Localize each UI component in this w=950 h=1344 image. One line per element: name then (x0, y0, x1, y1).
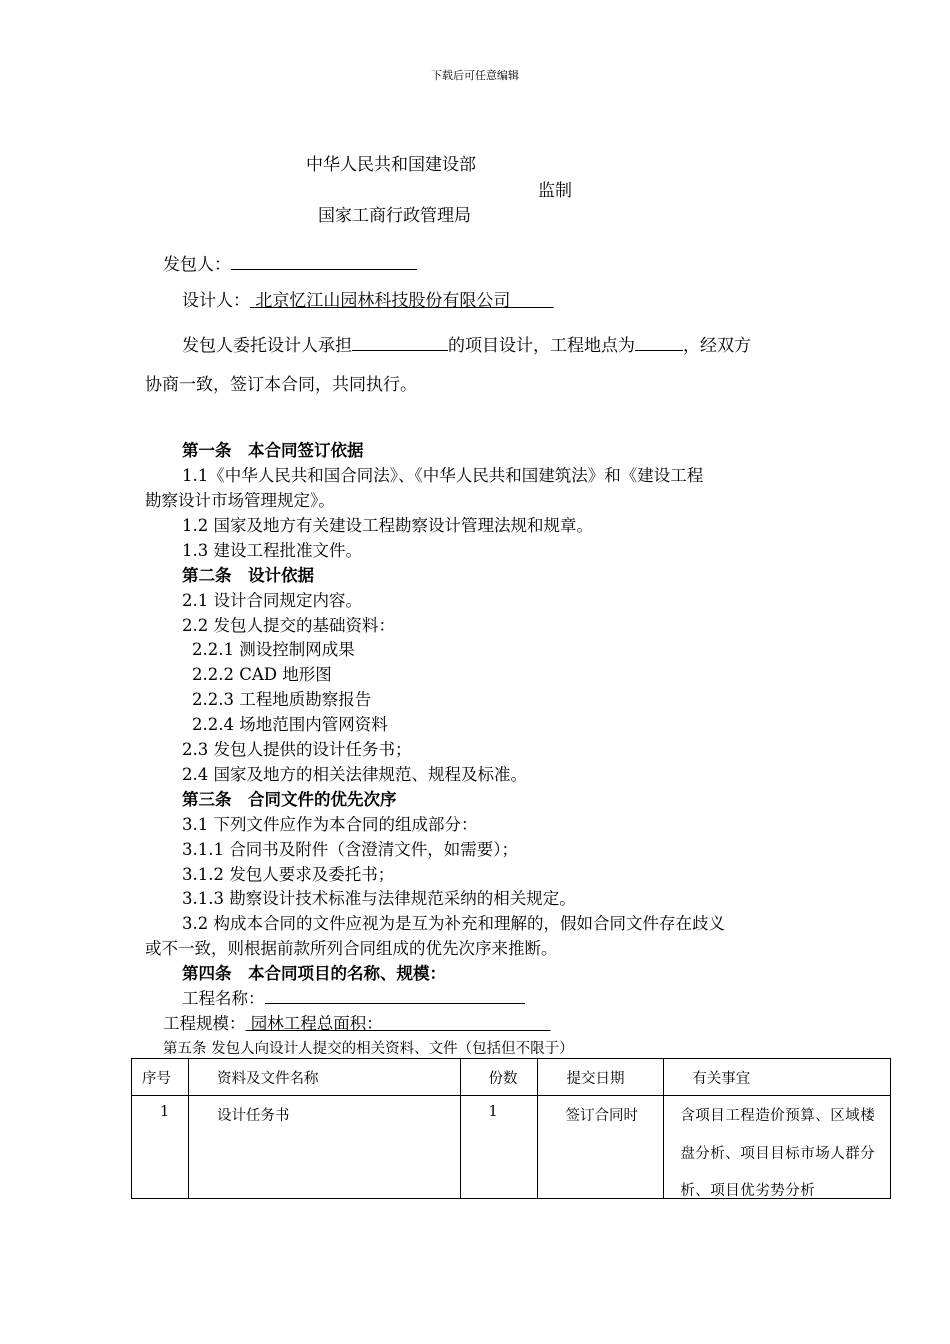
employer-blank (231, 255, 417, 270)
article3-sub2: 3.1.2 发包人要求及委托书； (182, 865, 395, 884)
issuer-ministry: 中华人民共和国建设部 (306, 155, 476, 175)
location-blank (635, 336, 683, 351)
article5-title: 第五条 发包人向设计人提交的相关资料、文件（包括但不限于） (163, 1041, 574, 1057)
designer-label: 设计人： (182, 291, 250, 311)
project-scale-label: 工程规模： (163, 1014, 246, 1033)
project-name-label: 工程名称： (182, 989, 265, 1008)
cell-notes: 含项目工程造价预算、区域楼盘分析、项目目标市场人群分析、项目优劣势分析 (664, 1096, 891, 1199)
designer-value: 北京忆江山园林科技股份有限公司 (255, 291, 511, 311)
article3-title: 第三条 合同文件的优先次序 (182, 790, 397, 809)
article1-item3: 1.3 建设工程批准文件。 (182, 541, 362, 560)
header-notes: 有关事宜 (664, 1059, 891, 1096)
article1-item1: 1.1《中华人民共和国合同法》、《中华人民共和国建筑法》和《建设工程 (182, 466, 704, 485)
article2-item4: 2.4 国家及地方的相关法律规范、规程及标准。 (182, 765, 527, 784)
article2-sub1: 2.2.1 测设控制网成果 (192, 640, 355, 659)
header-copies: 份数 (460, 1059, 538, 1096)
cell-date: 签订合同时 (538, 1096, 664, 1199)
header-no: 序号 (132, 1059, 189, 1096)
issuer-supervision: 监制 (538, 181, 572, 201)
article3-item2-cont: 或不一致，则根据前款所列合同组成的优先次序来推断。 (145, 939, 558, 958)
project-blank (352, 336, 448, 351)
cell-copies: 1 (460, 1096, 538, 1199)
article1-item2: 1.2 国家及地方有关建设工程勘察设计管理法规和规章。 (182, 516, 593, 535)
article2-item1: 2.1 设计合同规定内容。 (182, 591, 362, 610)
article2-sub3: 2.2.3 工程地质勘察报告 (192, 690, 372, 709)
article3-sub1: 3.1.1 合同书及附件（含澄清文件，如需要）； (182, 840, 518, 859)
employer-label: 发包人： (163, 255, 231, 275)
article1-title: 第一条 本合同签订依据 (182, 441, 364, 460)
article2-title: 第二条 设计依据 (182, 566, 314, 585)
article2-item3: 2.3 发包人提供的设计任务书； (182, 740, 412, 759)
project-name-line (182, 986, 525, 1011)
cell-name: 设计任务书 (188, 1096, 460, 1199)
documents-table (131, 1058, 891, 1199)
intro-line-1: 发包人委托设计人承担 的项目设计，工程地点为 ，经双方 (182, 336, 751, 356)
header-date: 提交日期 (538, 1059, 664, 1096)
article4-title: 第四条 本合同项目的名称、规模： (182, 964, 446, 983)
article2-item2: 2.2 发包人提交的基础资料： (182, 616, 395, 635)
issuer-bureau: 国家工商行政管理局 (318, 206, 471, 226)
header-note: 下载后可任意编辑 (431, 69, 519, 82)
project-scale-line (163, 1011, 551, 1036)
article1-item1-cont: 勘察设计市场管理规定》。 (145, 491, 335, 510)
project-name-blank (265, 989, 525, 1004)
article3-sub3: 3.1.3 勘察设计技术标准与法律规范采纳的相关规定。 (182, 889, 576, 908)
intro-line-2: 协商一致，签订本合同，共同执行。 (145, 375, 417, 395)
designer-line (182, 286, 554, 311)
project-scale-value: 园林工程总面积： (250, 1014, 383, 1033)
cell-no: 1 (132, 1096, 189, 1199)
article2-sub4: 2.2.4 场地范围内管网资料 (192, 715, 388, 734)
table-header-row (132, 1059, 891, 1096)
employer-line (163, 250, 417, 275)
article2-sub2: 2.2.2 CAD 地形图 (192, 665, 332, 684)
article3-item1: 3.1 下列文件应作为本合同的组成部分： (182, 815, 478, 834)
article3-item2: 3.2 构成本合同的文件应视为是互为补充和理解的，假如合同文件存在歧义 (182, 914, 725, 933)
header-name: 资料及文件名称 (188, 1059, 460, 1096)
table-row (132, 1096, 891, 1199)
